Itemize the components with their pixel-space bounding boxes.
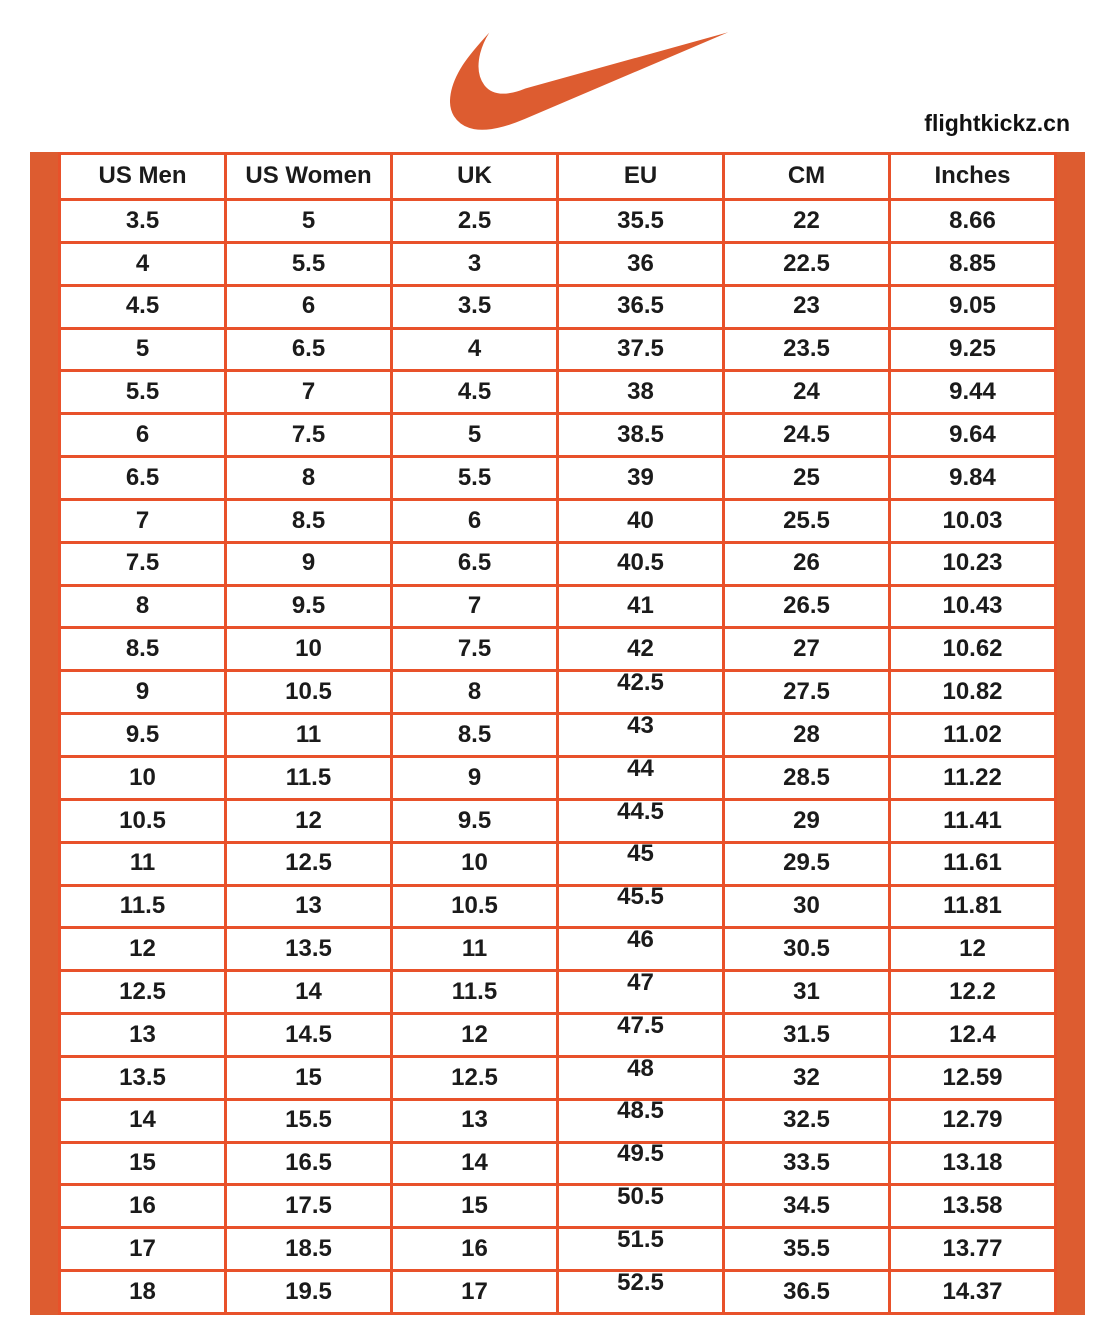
table-cell: 10.23 — [890, 542, 1056, 585]
table-cell: 3 — [392, 242, 558, 285]
table-cell: 13.5 — [60, 1056, 226, 1099]
table-cell: 6 — [392, 499, 558, 542]
table-cell: 44.5 — [558, 799, 724, 842]
table-row — [60, 200, 1056, 243]
table-cell: 14 — [60, 1099, 226, 1142]
table-cell: 7.5 — [60, 542, 226, 585]
table-row — [60, 1228, 1056, 1271]
left-accent-bar — [30, 152, 58, 1315]
table-cell: 12 — [392, 1014, 558, 1057]
table-row — [60, 1185, 1056, 1228]
table-cell: 30.5 — [724, 928, 890, 971]
table-cell: 47 — [558, 971, 724, 1014]
table-cell: 11 — [60, 842, 226, 885]
table-cell: 25 — [724, 457, 890, 500]
table-cell: 5.5 — [226, 242, 392, 285]
table-row — [60, 371, 1056, 414]
table-row — [60, 756, 1056, 799]
table-cell: 14.37 — [890, 1271, 1056, 1314]
table-cell: 4 — [392, 328, 558, 371]
table-cell: 4.5 — [392, 371, 558, 414]
table-row — [60, 1271, 1056, 1314]
table-cell: 14 — [392, 1142, 558, 1185]
table-cell: 25.5 — [724, 499, 890, 542]
table-cell: 40.5 — [558, 542, 724, 585]
column-header: US Women — [226, 154, 392, 200]
table-cell: 50.5 — [558, 1185, 724, 1228]
table-cell: 31 — [724, 971, 890, 1014]
nike-swoosh-icon — [450, 16, 730, 146]
table-cell: 38.5 — [558, 414, 724, 457]
table-cell: 14 — [226, 971, 392, 1014]
table-cell: 11.81 — [890, 885, 1056, 928]
table-row — [60, 885, 1056, 928]
table-cell: 8.66 — [890, 200, 1056, 243]
table-cell: 7 — [392, 585, 558, 628]
table-cell: 12.5 — [392, 1056, 558, 1099]
table-cell: 24 — [724, 371, 890, 414]
table-cell: 11.5 — [60, 885, 226, 928]
table-cell: 43 — [558, 714, 724, 757]
table-row — [60, 799, 1056, 842]
table-row — [60, 1142, 1056, 1185]
table-cell: 10 — [60, 756, 226, 799]
right-accent-bar — [1057, 152, 1085, 1315]
table-cell: 7.5 — [226, 414, 392, 457]
table-cell: 4.5 — [60, 285, 226, 328]
table-row — [60, 842, 1056, 885]
table-cell: 36 — [558, 242, 724, 285]
table-cell: 45.5 — [558, 885, 724, 928]
table-cell: 23 — [724, 285, 890, 328]
table-cell: 15.5 — [226, 1099, 392, 1142]
table-cell: 12 — [226, 799, 392, 842]
table-cell: 16 — [60, 1185, 226, 1228]
table-cell: 17 — [60, 1228, 226, 1271]
table-cell: 51.5 — [558, 1228, 724, 1271]
table-cell: 15 — [60, 1142, 226, 1185]
table-cell: 9.05 — [890, 285, 1056, 328]
table-cell: 8 — [392, 671, 558, 714]
table-cell: 6.5 — [60, 457, 226, 500]
table-cell: 10.62 — [890, 628, 1056, 671]
table-cell: 47.5 — [558, 1014, 724, 1057]
table-cell: 13 — [60, 1014, 226, 1057]
table-cell: 10.03 — [890, 499, 1056, 542]
table-cell: 12.59 — [890, 1056, 1056, 1099]
table-row — [60, 457, 1056, 500]
table-row — [60, 542, 1056, 585]
table-cell: 30 — [724, 885, 890, 928]
table-cell: 6 — [226, 285, 392, 328]
table-cell: 10.82 — [890, 671, 1056, 714]
table-cell: 24.5 — [724, 414, 890, 457]
table-cell: 16.5 — [226, 1142, 392, 1185]
table-cell: 14.5 — [226, 1014, 392, 1057]
table-cell: 27 — [724, 628, 890, 671]
table-row — [60, 971, 1056, 1014]
table-cell: 42.5 — [558, 671, 724, 714]
table-cell: 6.5 — [226, 328, 392, 371]
table-cell: 5 — [392, 414, 558, 457]
table-cell: 12.4 — [890, 1014, 1056, 1057]
table-cell: 26.5 — [724, 585, 890, 628]
table-cell: 9.5 — [226, 585, 392, 628]
table-cell: 12.2 — [890, 971, 1056, 1014]
size-chart — [30, 152, 1085, 1315]
table-row — [60, 1099, 1056, 1142]
table-cell: 5.5 — [60, 371, 226, 414]
table-cell: 11.61 — [890, 842, 1056, 885]
table-row — [60, 585, 1056, 628]
table-body — [60, 200, 1056, 1314]
table-cell: 9.25 — [890, 328, 1056, 371]
table-cell: 17.5 — [226, 1185, 392, 1228]
table-cell: 13.58 — [890, 1185, 1056, 1228]
table-row — [60, 1014, 1056, 1057]
table-cell: 8.5 — [226, 499, 392, 542]
table-cell: 26 — [724, 542, 890, 585]
table-cell: 28.5 — [724, 756, 890, 799]
table-cell: 32.5 — [724, 1099, 890, 1142]
table-cell: 9 — [226, 542, 392, 585]
table-cell: 27.5 — [724, 671, 890, 714]
table-cell: 13.18 — [890, 1142, 1056, 1185]
table-cell: 7 — [226, 371, 392, 414]
column-header: Inches — [890, 154, 1056, 200]
table-cell: 44 — [558, 756, 724, 799]
table-cell: 2.5 — [392, 200, 558, 243]
table-cell: 11.5 — [226, 756, 392, 799]
table-cell: 15 — [226, 1056, 392, 1099]
table-cell: 42 — [558, 628, 724, 671]
table-cell: 29.5 — [724, 842, 890, 885]
table-cell: 8.5 — [60, 628, 226, 671]
table-cell: 11.02 — [890, 714, 1056, 757]
table-cell: 28 — [724, 714, 890, 757]
table-cell: 3.5 — [392, 285, 558, 328]
table-cell: 8.5 — [392, 714, 558, 757]
column-header: CM — [724, 154, 890, 200]
table-cell: 31.5 — [724, 1014, 890, 1057]
table-cell: 34.5 — [724, 1185, 890, 1228]
table-row — [60, 499, 1056, 542]
table-cell: 3.5 — [60, 200, 226, 243]
table-cell: 36.5 — [558, 285, 724, 328]
table-cell: 13 — [226, 885, 392, 928]
table-cell: 11 — [392, 928, 558, 971]
table-cell: 8 — [60, 585, 226, 628]
table-cell: 49.5 — [558, 1142, 724, 1185]
table-cell: 11.41 — [890, 799, 1056, 842]
table-cell: 4 — [60, 242, 226, 285]
table-cell: 37.5 — [558, 328, 724, 371]
table-cell: 18.5 — [226, 1228, 392, 1271]
table-cell: 9 — [60, 671, 226, 714]
table-cell: 9.5 — [60, 714, 226, 757]
table-row — [60, 414, 1056, 457]
table-cell: 12.5 — [226, 842, 392, 885]
table-cell: 9.5 — [392, 799, 558, 842]
table-cell: 45 — [558, 842, 724, 885]
table-cell: 46 — [558, 928, 724, 971]
table-cell: 5.5 — [392, 457, 558, 500]
table-cell: 52.5 — [558, 1271, 724, 1314]
watermark-text: flightkickz.cn — [924, 110, 1070, 136]
column-header: EU — [558, 154, 724, 200]
table-cell: 41 — [558, 585, 724, 628]
column-header: UK — [392, 154, 558, 200]
table-cell: 10.5 — [392, 885, 558, 928]
table-cell: 7 — [60, 499, 226, 542]
column-header: US Men — [60, 154, 226, 200]
table-cell: 8.85 — [890, 242, 1056, 285]
table-cell: 11.22 — [890, 756, 1056, 799]
table-cell: 5 — [226, 200, 392, 243]
table-cell: 6.5 — [392, 542, 558, 585]
table-row — [60, 242, 1056, 285]
table-cell: 6 — [60, 414, 226, 457]
header-row — [60, 154, 1056, 200]
table-cell: 48.5 — [558, 1099, 724, 1142]
table-cell: 18 — [60, 1271, 226, 1314]
table-cell: 32 — [724, 1056, 890, 1099]
size-conversion-table — [58, 152, 1057, 1315]
table-cell: 15 — [392, 1185, 558, 1228]
table-cell: 38 — [558, 371, 724, 414]
table-row — [60, 285, 1056, 328]
table-cell: 12 — [60, 928, 226, 971]
table-cell: 48 — [558, 1056, 724, 1099]
table-cell: 13.77 — [890, 1228, 1056, 1271]
table-row — [60, 928, 1056, 971]
table-cell: 8 — [226, 457, 392, 500]
table-cell: 36.5 — [724, 1271, 890, 1314]
table-row — [60, 714, 1056, 757]
table-cell: 22.5 — [724, 242, 890, 285]
table-cell: 9.64 — [890, 414, 1056, 457]
table-cell: 13 — [392, 1099, 558, 1142]
table-cell: 23.5 — [724, 328, 890, 371]
table-cell: 10.5 — [226, 671, 392, 714]
table-cell: 10 — [392, 842, 558, 885]
table-cell: 11.5 — [392, 971, 558, 1014]
table-cell: 10.5 — [60, 799, 226, 842]
table-cell: 29 — [724, 799, 890, 842]
table-cell: 33.5 — [724, 1142, 890, 1185]
table-cell: 40 — [558, 499, 724, 542]
table-cell: 35.5 — [558, 200, 724, 243]
table-cell: 9.84 — [890, 457, 1056, 500]
table-cell: 22 — [724, 200, 890, 243]
table-header — [60, 154, 1056, 200]
table-cell: 10 — [226, 628, 392, 671]
table-cell: 9.44 — [890, 371, 1056, 414]
table-cell: 19.5 — [226, 1271, 392, 1314]
table-cell: 10.43 — [890, 585, 1056, 628]
table-cell: 12 — [890, 928, 1056, 971]
table-cell: 11 — [226, 714, 392, 757]
table-cell: 12.79 — [890, 1099, 1056, 1142]
table-cell: 5 — [60, 328, 226, 371]
table-cell: 7.5 — [392, 628, 558, 671]
table-cell: 9 — [392, 756, 558, 799]
table-cell: 12.5 — [60, 971, 226, 1014]
table-cell: 16 — [392, 1228, 558, 1271]
table-cell: 39 — [558, 457, 724, 500]
table-cell: 17 — [392, 1271, 558, 1314]
table-row — [60, 671, 1056, 714]
table-row — [60, 1056, 1056, 1099]
table-row — [60, 628, 1056, 671]
table-cell: 13.5 — [226, 928, 392, 971]
table-cell: 35.5 — [724, 1228, 890, 1271]
table-row — [60, 328, 1056, 371]
